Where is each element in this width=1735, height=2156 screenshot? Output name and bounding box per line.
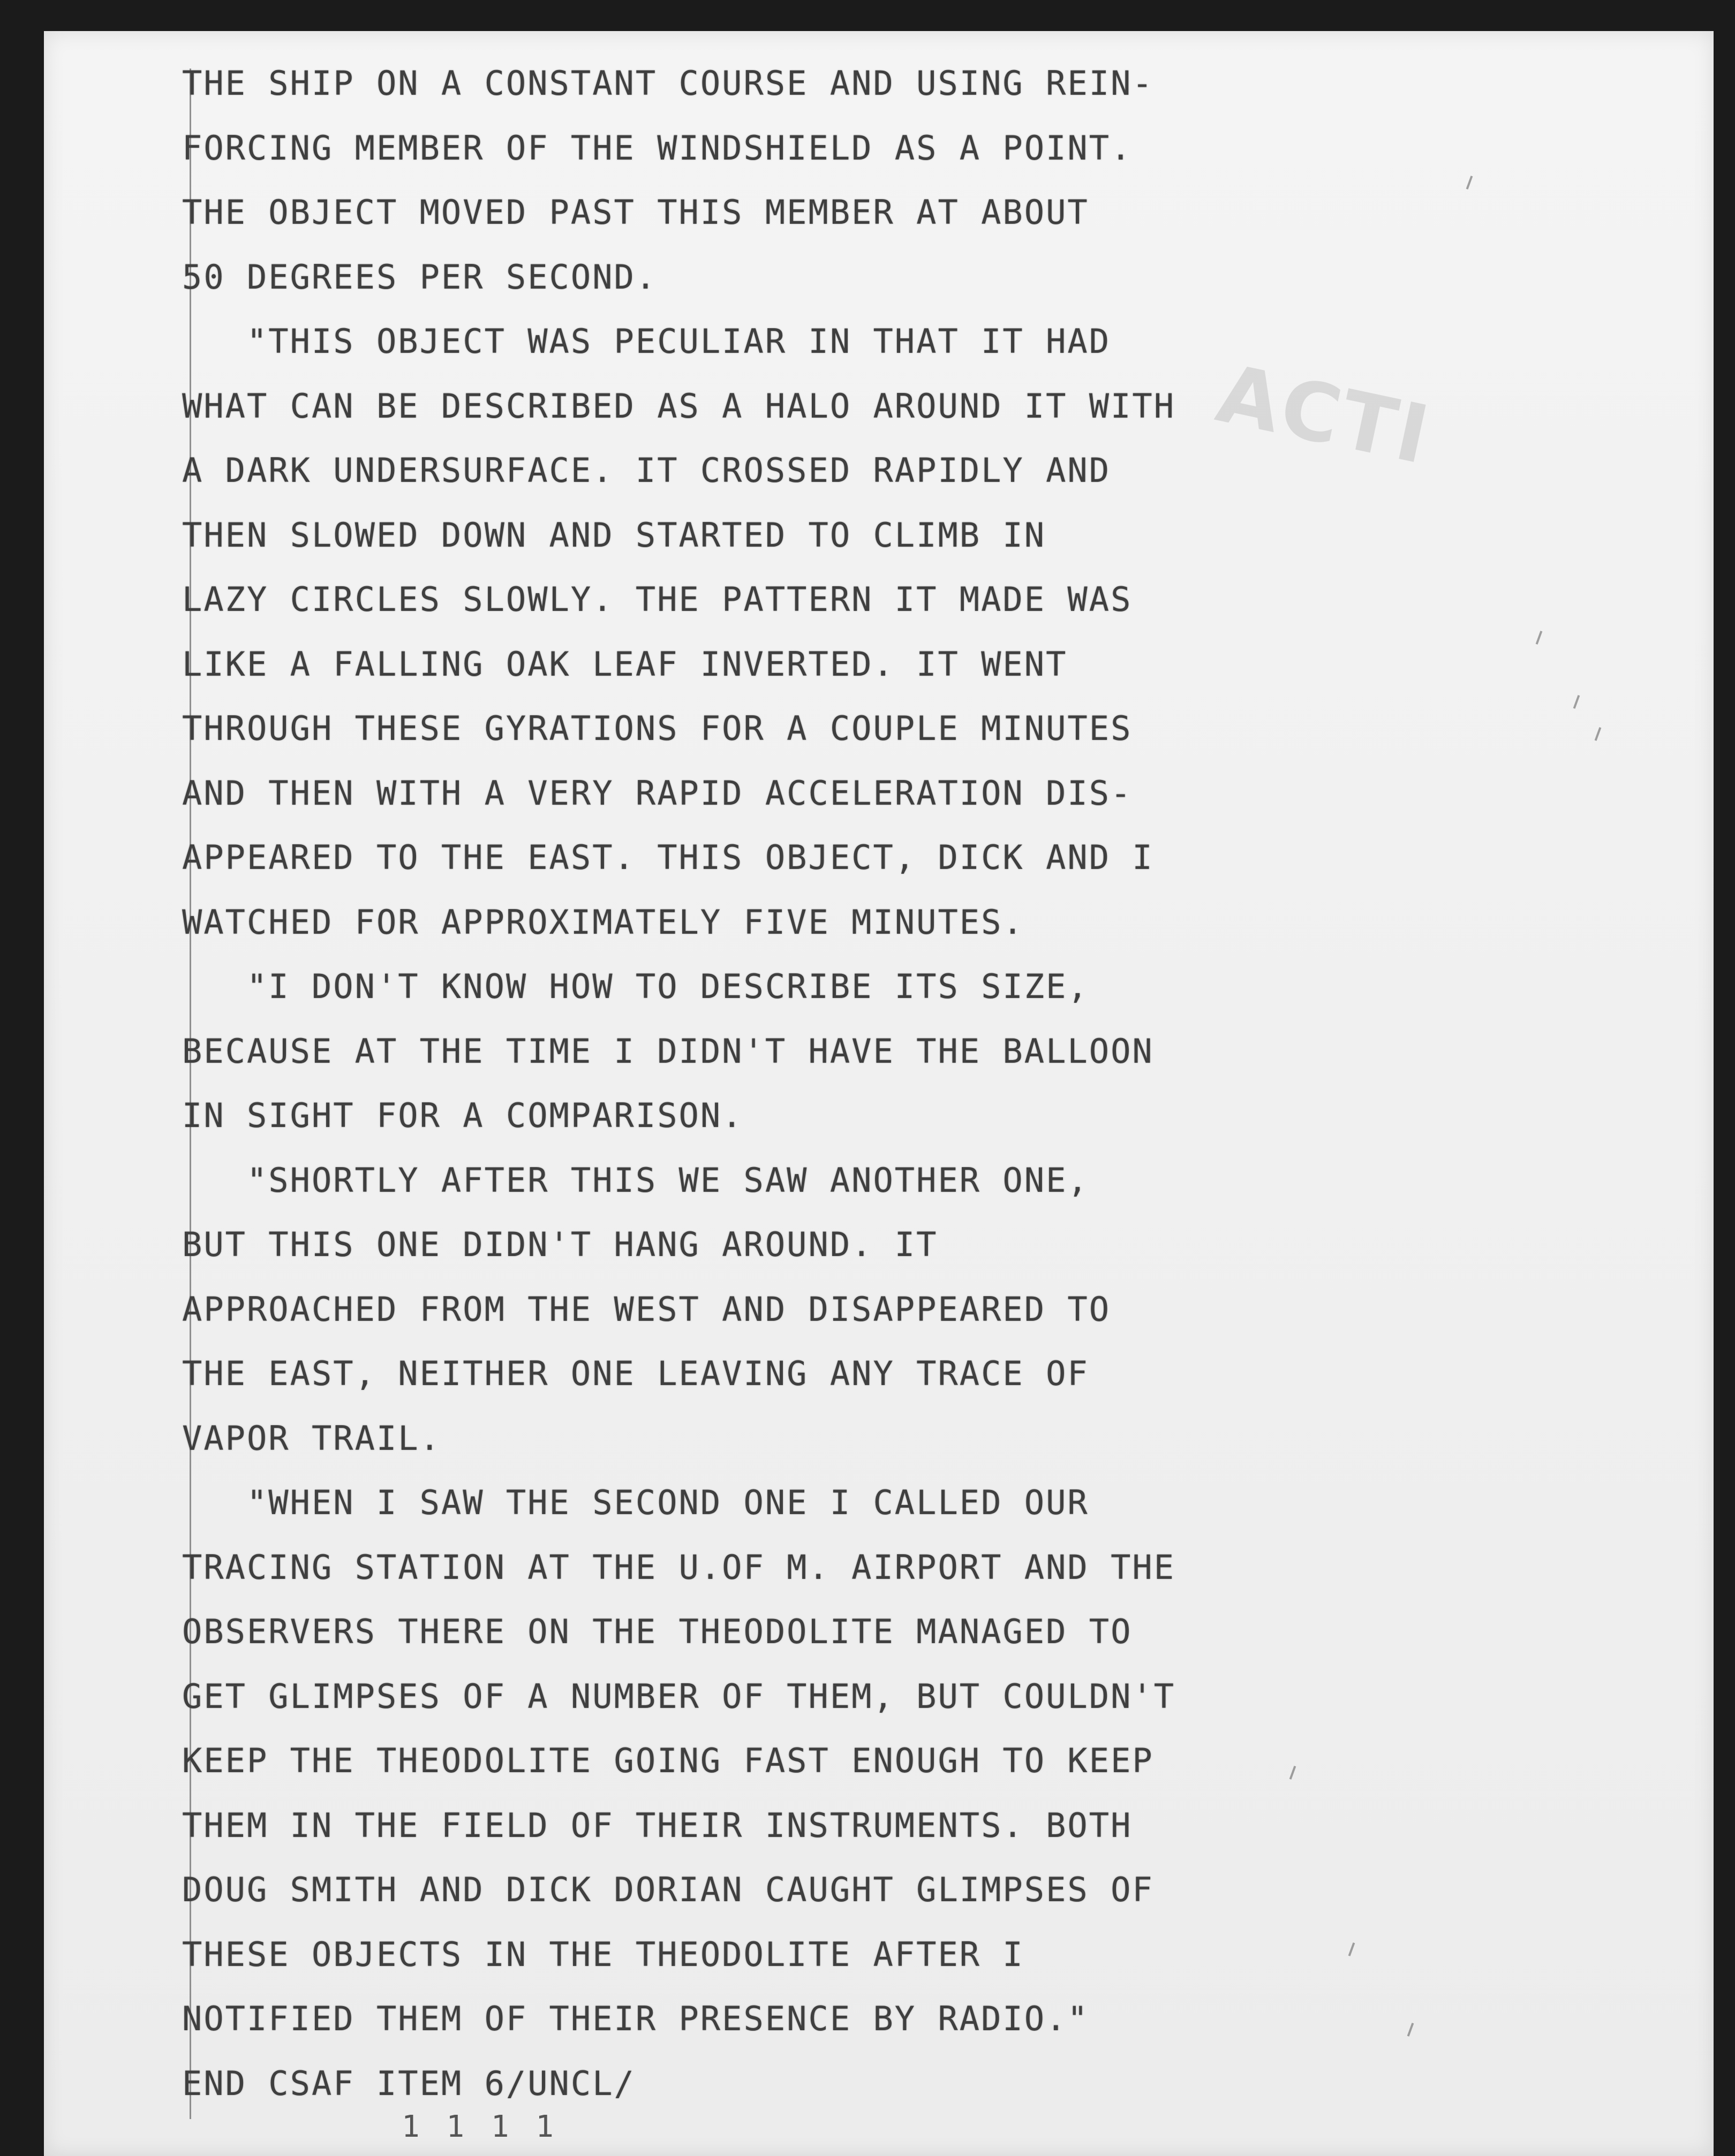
text-line: LIKE A FALLING OAK LEAF INVERTED. IT WENT [182,644,1068,684]
text-line: THEN SLOWED DOWN AND STARTED TO CLIMB IN [182,515,1046,555]
text-line: THE SHIP ON A CONSTANT COURSE AND USING REIN- [182,64,1154,103]
speck-mark [1536,631,1543,645]
text-line: GET GLIMPSES OF A NUMBER OF THEM, BUT COULDN'T [182,1676,1176,1716]
text-line: OBSERVERS THERE ON THE THEODOLITE MANAGED TO [182,1612,1133,1651]
text-line: LAZY CIRCLES SLOWLY. THE PATTERN IT MADE WAS [182,580,1133,619]
text-line: THROUGH THESE GYRATIONS FOR A COUPLE MINUTES [182,709,1133,748]
text-line: VAPOR TRAIL. [182,1418,441,1458]
text-line: END CSAF ITEM 6/UNCL/ [182,2063,636,2103]
text-line: THEM IN THE FIELD OF THEIR INSTRUMENTS. BOTH [182,1805,1133,1845]
text-line: IN SIGHT FOR A COMPARISON. [182,1096,744,1135]
text-line: APPROACHED FROM THE WEST AND DISAPPEARED TO [182,1289,1111,1329]
text-line: APPEARED TO THE EAST. THIS OBJECT, DICK AND I [182,838,1154,877]
speck-mark [1595,727,1602,741]
text-line: NOTIFIED THEM OF THEIR PRESENCE BY RADIO." [182,1999,1089,2038]
speck-mark [1407,2023,1414,2037]
bottom-edge-marks: 1 1 1 1 [402,2109,559,2144]
speck-mark [1289,1766,1296,1780]
text-line: TRACING STATION AT THE U.OF M. AIRPORT AND THE [182,1547,1176,1587]
speck-mark [1466,176,1473,190]
text-line: THESE OBJECTS IN THE THEODOLITE AFTER I [182,1934,1024,1974]
text-line: AND THEN WITH A VERY RAPID ACCELERATION DIS- [182,773,1133,813]
speck-mark [1573,695,1580,709]
faded-stamp: ACTI [1209,347,1439,483]
text-line: A DARK UNDERSURFACE. IT CROSSED RAPIDLY AND [182,451,1111,490]
typewritten-body [182,51,1176,2116]
text-line: "I DON'T KNOW HOW TO DESCRIBE ITS SIZE, [182,967,1089,1006]
text-line: "THIS OBJECT WAS PECULIAR IN THAT IT HAD [182,322,1111,361]
text-line: BUT THIS ONE DIDN'T HANG AROUND. IT [182,1225,938,1264]
text-line: BECAUSE AT THE TIME I DIDN'T HAVE THE BALLOON [182,1031,1154,1071]
text-line: 50 DEGREES PER SECOND. [182,257,658,297]
text-line: WHAT CAN BE DESCRIBED AS A HALO AROUND IT WITH [182,386,1176,426]
text-line: FORCING MEMBER OF THE WINDSHIELD AS A POINT. [182,128,1133,168]
speck-mark [1348,1942,1355,1956]
text-line: KEEP THE THEODOLITE GOING FAST ENOUGH TO KEEP [182,1741,1154,1780]
text-line: "SHORTLY AFTER THIS WE SAW ANOTHER ONE, [182,1160,1089,1200]
text-line: THE OBJECT MOVED PAST THIS MEMBER AT ABOUT [182,193,1089,232]
text-line: THE EAST, NEITHER ONE LEAVING ANY TRACE OF [182,1354,1089,1393]
text-line: "WHEN I SAW THE SECOND ONE I CALLED OUR [182,1483,1089,1522]
text-line: WATCHED FOR APPROXIMATELY FIVE MINUTES. [182,902,1024,942]
text-line: DOUG SMITH AND DICK DORIAN CAUGHT GLIMPSES OF [182,1870,1154,1909]
